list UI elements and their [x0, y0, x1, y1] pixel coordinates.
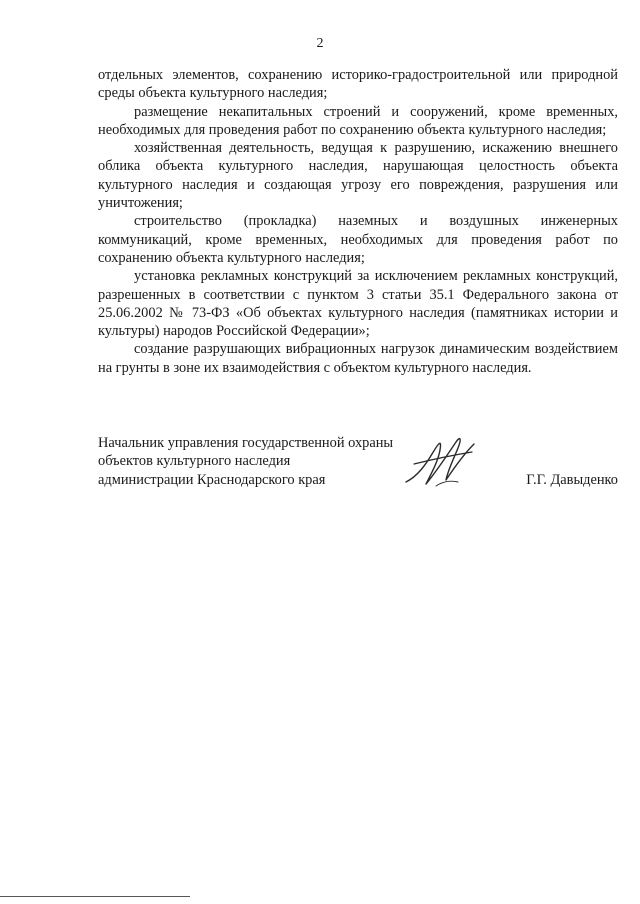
signature-block [98, 434, 618, 494]
paragraph-economic-activity: хозяйственная деятельность, ведущая к разрушению, искажению внешнего облика объекта культурного наследия, нарушающая целостность объекта культурного наследия и создающая угрозу его повреждения, разрушения или уничтожения; [98, 140, 618, 212]
signatory-name: Г.Г. Давыденко [526, 472, 618, 488]
signatory-position-line-2: объектов культурного наследия [98, 453, 291, 470]
signatory-position-line-1: Начальник управления государственной охраны [98, 435, 394, 451]
paragraph-utility-construction: строительство (прокладка) наземных и воздушных инженерных коммуникаций, кроме временных, необходимых для проведения работ по сохранению объекта культурного наследия; [98, 213, 618, 266]
paragraph-vibration-loads: создание разрушающих вибрационных нагрузок динамическим воздействием на грунты в зоне их взаимодействия с объектом культурного наследия. [98, 341, 618, 376]
page-number: 2 [316, 36, 324, 51]
paragraph-preservation-continuation: отдельных элементов, сохранению историко-градостроительной или природной среды объекта культурного наследия; [98, 67, 618, 102]
document-body [98, 66, 618, 377]
paragraph-temporary-structures: размещение некапитальных строений и сооружений, кроме временных, необходимых для проведения работ по сохранению объекта культурного наследия; [98, 103, 618, 138]
handwritten-signature [396, 424, 486, 494]
signatory-position-line-3: администрации Краснодарского края [98, 471, 326, 488]
paragraph-advertising-structures: установка рекламных конструкций за исключением рекламных конструкций, разрешенных в соответствии с пунктом 3 статьи 35.1 Федерального закона от 25.06.2002 № 73-ФЗ «Об объектах культурного наследия (памятниках истории и культуры) народов Российской Федерации»; [98, 268, 618, 340]
signatory-position [98, 434, 393, 489]
footer-divider [0, 896, 190, 897]
